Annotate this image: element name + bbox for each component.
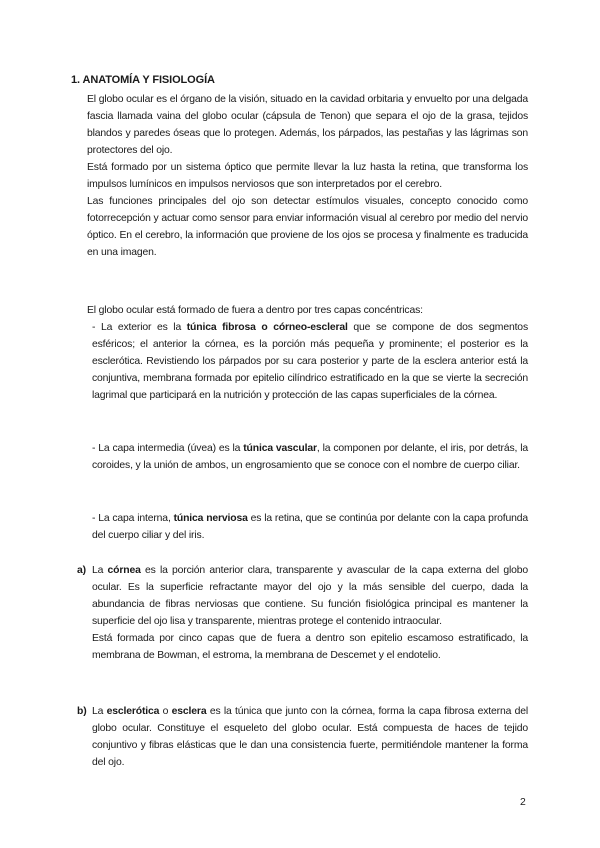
layer-term: túnica nerviosa: [173, 513, 248, 524]
item-text: es la porción anterior clara, transparente y avascular de la capa externa del globo ocular. Es la superficie refractante mayor del ojo y la más sensible del cuerpo, dada la abundancia de fibras nerviosas que contiene. Su función fisiológica principal es mantener la superficie del ojo lisa y transparente, mientras protege el contenido intraocular.: [92, 565, 528, 627]
item-text: La: [92, 706, 107, 717]
item-term: esclerótica: [106, 706, 160, 717]
list-item-label: b): [77, 706, 87, 717]
intro-paragraph-1: El globo ocular es el órgano de la visión, situado en la cavidad orbitaria y envuelto por una delgada fascia llamada vaina del globo ocular (cápsula de Tenon) que separa el ojo de la grasa, tejidos blandos y paredes óseas que lo protegen. Además, los párpados, las pestañas y las lágrimas son protectores del ojo.: [87, 94, 528, 156]
layers-intro: El globo ocular está formado de fuera a dentro por tres capas concéntricas:: [87, 305, 423, 316]
list-item-content: [92, 562, 528, 664]
intro-text: [87, 91, 528, 261]
cornea-paragraph-2: Está formada por cinco capas que de fuera a dentro son epitelio escamoso estratificado, la membrana de Bowman, el estroma, la membrana de Descemet y el endotelio.: [92, 633, 528, 661]
list-item-sclera: [72, 703, 528, 771]
section-heading: 1. ANATOMÍA Y FISIOLOGÍA: [71, 74, 215, 86]
item-text: La: [92, 565, 108, 576]
layer-text: , la componen por delante, el iris, por detrás, la coroides, y la unión de ambos, un engrosamiento que se conoce con el nombre de cuerpo ciliar.: [92, 443, 528, 471]
list-item-label: a): [77, 565, 86, 576]
layer-text: - La capa intermedia (úvea) es la: [92, 443, 244, 454]
layer-text: que se compone de dos segmentos esféricos; el anterior la córnea, es la porción más pequeña y prominente; el posterior es la esclerótica. Revistiendo los párpados por su cara posterior y parte de la esclera anterior está la conjuntiva, membrana formada por epitelio cilíndrico estratificado en la que se vierte la secreción lagrimal que participará en la nutrición y protección de las capas superficiales de la córnea.: [92, 322, 528, 401]
intro-paragraph-2: Está formado por un sistema óptico que permite llevar la luz hasta la retina, que transforma los impulsos lumínicos en impulsos nerviosos que son interpretados por el cerebro.: [87, 162, 528, 190]
page-number: 2: [520, 797, 526, 808]
list-item-cornea: [72, 562, 528, 664]
sclera-paragraph-1: [92, 703, 528, 771]
cornea-paragraph-1: [92, 562, 528, 630]
intro-paragraph-3: Las funciones principales del ojo son detectar estímulos visuales, concepto conocido como fotorrecepción y actuar como sensor para enviar información visual al cerebro por medio del nervio óptico. En el cerebro, la información que proviene de los ojos se procesa y finalmente es traducida en una imagen.: [87, 196, 528, 258]
layer-term: túnica vascular: [243, 443, 317, 454]
layer-text: - La capa interna,: [92, 513, 174, 524]
layer-item-middle: [92, 440, 528, 474]
item-term: esclera: [171, 706, 207, 717]
list-item-content: [92, 703, 528, 771]
item-term: córnea: [107, 565, 141, 576]
item-text: o: [159, 706, 172, 717]
layer-item-inner: [92, 510, 528, 544]
layer-item-outer: [92, 319, 528, 404]
layer-text: es la retina, que se continúa por delante con la capa profunda del cuerpo ciliar y del iris.: [92, 513, 529, 541]
layer-term: túnica fibrosa o córneo-escleral: [186, 322, 348, 333]
layer-text: - La exterior es la: [92, 322, 187, 333]
item-text: es la túnica que junto con la córnea, forma la capa fibrosa externa del globo ocular. Constituye el esqueleto del globo ocular. Está compuesta de haces de tejido conjuntivo y fibras elásticas que le dan una consistencia fuerte, permitiéndole mantener la forma del ojo.: [92, 706, 528, 768]
